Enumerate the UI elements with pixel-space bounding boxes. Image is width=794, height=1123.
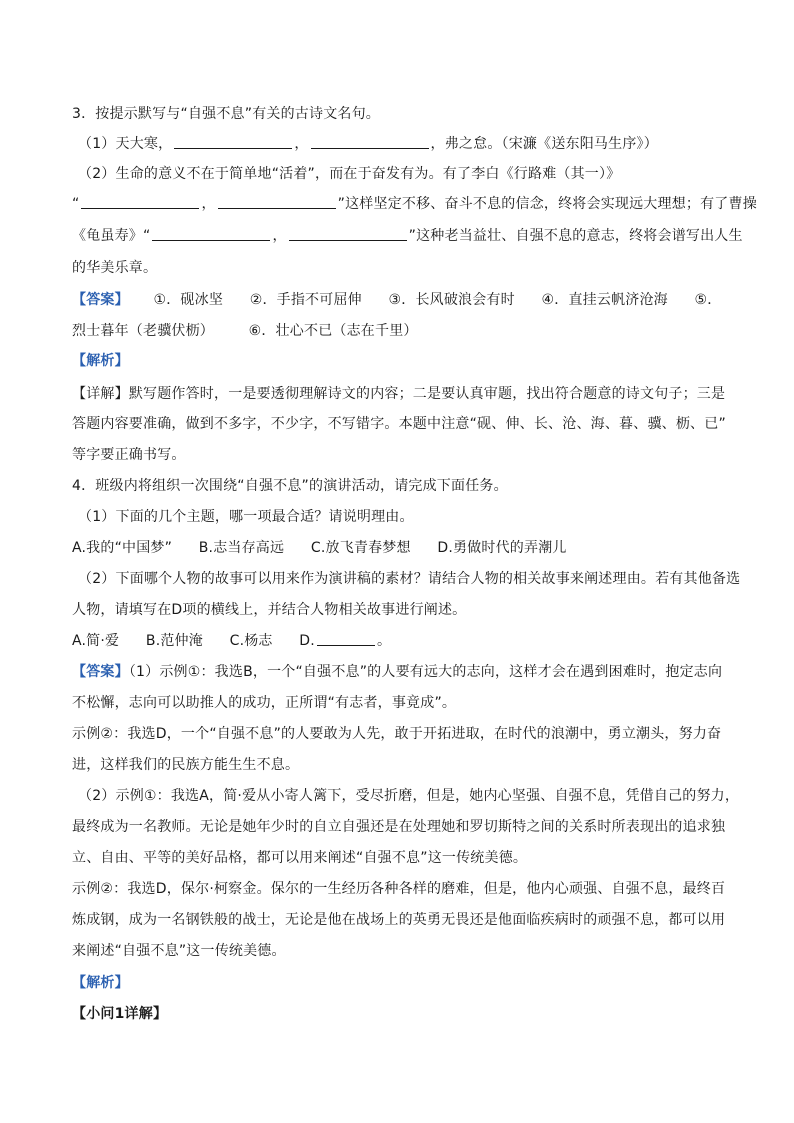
q3-part2-line1: （2）生命的意义不在于简单地“活着”，而在于奋发有为。有了李白《行路难（其一）》 — [78, 166, 621, 182]
q4-answer2-line2: 最终成为一名教师。无论是她年少时的自立自强还是在处理她和罗切斯特之间的关系时所表现出的追求独 — [72, 819, 726, 835]
q3-answer-line1 — [72, 290, 721, 310]
answer-tag: 【答案】 — [72, 292, 129, 308]
fill-blank-3 — [81, 194, 199, 209]
option-b: B.范仲淹 — [145, 633, 203, 649]
detail-tag: 【详解】 — [72, 386, 129, 402]
q4-small-question-tag: 【小问1详解】 — [72, 1006, 168, 1022]
fill-blank-4 — [218, 194, 336, 209]
q4-answer-line2: 不松懈，志向可以助推人的成功，正所谓“有志者，事竟成”。 — [72, 695, 457, 711]
q3-part1-prefix: （1）天大寒， — [78, 136, 173, 152]
option-b: B.志当存高远 — [198, 540, 285, 556]
fill-blank-5 — [152, 226, 270, 241]
answer-2: ②．手指不可屈伸 — [249, 292, 362, 308]
q3-part2-text: ”这样坚定不移、奋斗不息的信念，终将会实现远大理想；有了曹操 — [337, 196, 757, 212]
fill-blank-d — [317, 631, 375, 646]
q4-answer2-line6: 来阐述“自强不息”这一传统美德。 — [72, 943, 286, 959]
q4-sub2-line1: （2）下面哪个人物的故事可以用来作为演讲稿的素材？请结合人物的相关故事来阐述理由。若有其他备选 — [78, 571, 741, 587]
q4-answer2-line3: 立、自由、平等的美好品格，都可以用来阐述“自强不息”这一传统美德。 — [72, 850, 528, 866]
answer-1: ①．砚冰坚 — [153, 292, 224, 308]
q4-sub2-line2: 人物，请填写在D项的横线上，并结合人物相关故事进行阐述。 — [72, 602, 467, 618]
detail-text: 默写题作答时，一是要透彻理解诗文的内容；二是要认真审题，找出符合题意的诗文句子；三是 — [128, 386, 726, 402]
option-d: D.勇做时代的弄潮儿 — [437, 540, 567, 556]
comma: ， — [272, 228, 287, 244]
q4-answer2-line1: （2）示例①：我选A，简·爱从小寄人篱下，受尽折磨，但是，她内心坚强、自强不息，凭借自己的努力， — [78, 788, 740, 804]
q4-answer-line1 — [72, 662, 722, 682]
q3-answer-line2 — [72, 321, 418, 341]
option-d: D. — [299, 633, 315, 649]
q4-sub1: （1）下面的几个主题，哪一项最合适？请说明理由。 — [78, 509, 414, 525]
q4-analysis-tag: 【解析】 — [72, 975, 129, 991]
comma: ， — [294, 136, 309, 152]
q4-answer-line3: 示例②：我选D，一个“自强不息”的人要敢为人先，敢于开拓进取，在时代的浪潮中，勇立潮头，努力奋 — [72, 726, 722, 742]
q3-detail-line1 — [72, 384, 725, 404]
answer-tag: 【答案】 — [72, 664, 129, 680]
q4-sub2-options — [72, 631, 391, 651]
q3-detail-line2: 答题内容要准确，做到不多字，不少字，不写错字。本题中注意“砚、伸、长、沧、海、暮、骥、枥、已” — [72, 416, 726, 432]
option-c: C.放飞青春梦想 — [310, 540, 411, 556]
q3-part1 — [78, 134, 658, 154]
option-a: A.简·爱 — [72, 633, 120, 649]
q3-part1-suffix: ，弗之怠。（宋濂《送东阳马生序》） — [430, 136, 658, 152]
q3-detail-line3: 等字要正确书写。 — [72, 447, 186, 463]
q3-part2-line2 — [72, 194, 757, 214]
q4-answer2-line4: 示例②：我选D，保尔·柯察金。保尔的一生经历各种各样的磨难，但是，他内心顽强、自强不息，最终百 — [72, 881, 726, 897]
q3-analysis-tag: 【解析】 — [72, 353, 129, 369]
open-quote: “ — [72, 196, 80, 212]
q4-title: 4．班级内将组织一次围绕“自强不息”的演讲活动，请完成下面任务。 — [72, 478, 508, 494]
answer-5-text: 烈士暮年（老骥伏枥） — [72, 323, 214, 339]
fill-blank-6 — [289, 226, 407, 241]
option-c: C.杨志 — [229, 633, 273, 649]
poem-title: 《龟虽寿》“ — [72, 228, 151, 244]
answer-4: ④．直挂云帆济沧海 — [541, 292, 668, 308]
answer-text: （1）示例①：我选B，一个“自强不息”的人要有远大的志向，这样才会在遇到困难时，抱定志向 — [128, 664, 723, 680]
period: 。 — [376, 633, 392, 649]
comma: ， — [201, 196, 216, 212]
answer-6: ⑥．壮心不已（志在千里） — [248, 323, 418, 339]
q3-part2-line3 — [72, 226, 743, 246]
fill-blank-1 — [174, 134, 292, 149]
option-a: A.我的“中国梦” — [72, 540, 173, 556]
q4-answer-line4: 进，这样我们的民族方能生生不息。 — [72, 757, 300, 773]
q4-sub1-options — [72, 538, 567, 558]
q3-part2-line4: 的华美乐章。 — [72, 260, 158, 276]
q3-part2-text: ”这种老当益壮、自强不息的意志，终将会谱写出人生 — [408, 228, 743, 244]
q4-answer2-line5: 炼成钢，成为一名钢铁般的战士，无论是他在战场上的英勇无畏还是他面临疾病时的顽强不息，都可以用 — [72, 912, 726, 928]
answer-3: ③．长风破浪会有时 — [388, 292, 515, 308]
answer-5: ⑤． — [694, 292, 722, 308]
fill-blank-2 — [311, 134, 429, 149]
q3-title: 3．按提示默写与“自强不息”有关的古诗文名句。 — [72, 106, 381, 122]
